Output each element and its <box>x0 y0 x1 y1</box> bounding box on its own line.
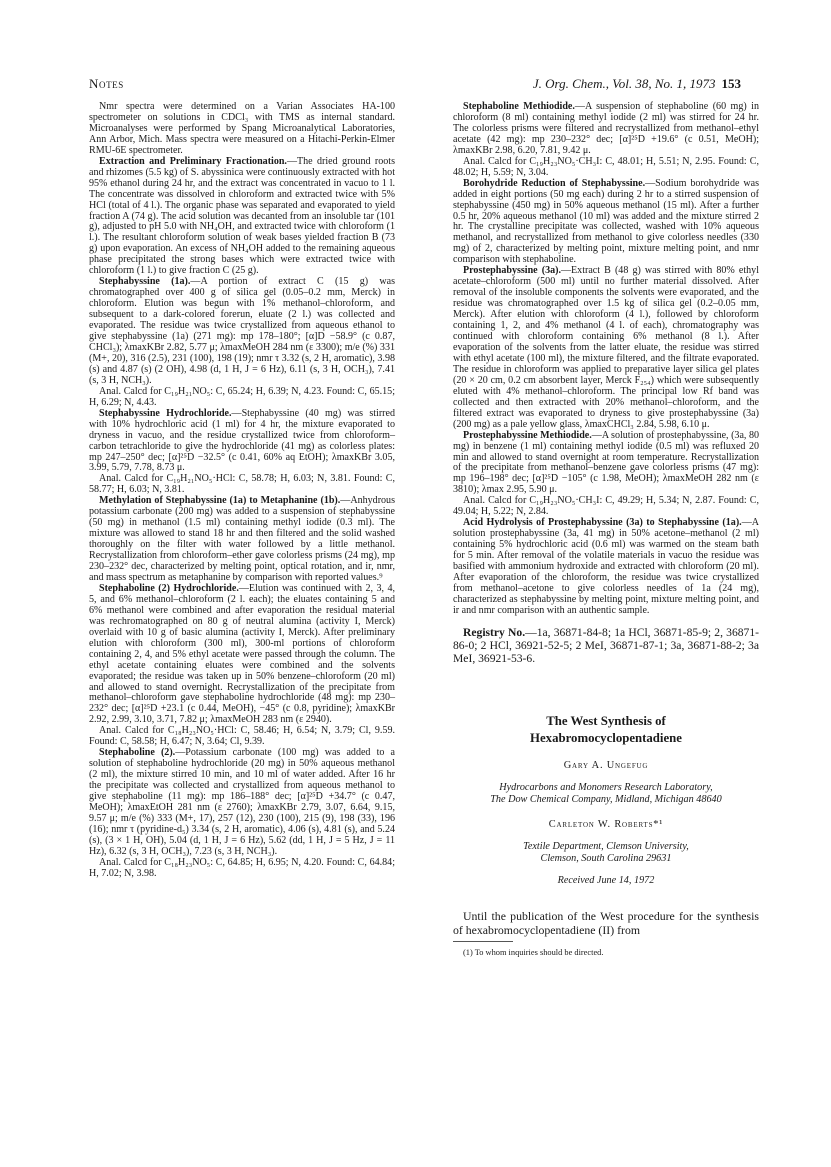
prostephabyssine-text: —Extract B (48 g) was stirred with 80% ethyl acetate–chloroform (500 ml) until no further material dissolved. After removal of the insoluble components the solvents were evaporated, and the residue was chromatographed over 1.5 kg of silica gel (0.2–0.05 mm, Merck). After elution with chloroform (4 l.), followed by chloroform containing 1, 2, and 4% methanol (4 l. of each), chromatography was continued with chloroform containing 6% methanol (8 l.). After evaporation of the solvents from the latter eluate, the residue was stirred with ethyl acetate (100 ml), the mixture filtered, and the filtrate evaporated. The residue in chloroform was applied to preparative layer silica gel plates (20 × 20 cm, 0.2 cm absorbent layer, Merck F₂₅₄) which were subsequently eluted with 4% methanol–chloroform. The principal low Rf band was collected and then extracted with 20% methanol–chloroform, and the filtered extract was evaporated to dryness to give prostephabyssine (3a) (200 mg) as a pale yellow glass, λmaxCHCl₃ 2.84, 5.98, 6.10 μ. <box>453 265 759 430</box>
prostephabyssine-heading: Prostephabyssine (3a). <box>463 265 561 277</box>
prostephabyssine-paragraph <box>453 266 759 430</box>
stephaboline-hcl-analysis: Anal. Calcd for C₁₈H₂₃NO₅·HCl: C, 58.46; H, 6.54; N, 3.79; Cl, 9.59. Found: C, 58.58; H, 6.47; N, 3.64; Cl, 9.39. <box>89 725 395 748</box>
registry-numbers <box>453 626 759 666</box>
stephabyssine-analysis: Anal. Calcd for C₁₉H₂₁NO₅: C, 65.24; H, 6.39; N, 4.23. Found: C, 65.15; H, 6.29; N, 4.43. <box>89 385 395 408</box>
received-date: Received June 14, 1972 <box>557 875 655 887</box>
stephaboline-heading: Stephaboline (2). <box>99 747 176 759</box>
affiliation-dow-line2: The Dow Chemical Company, Midland, Michigan 48640 <box>490 794 722 806</box>
affiliation-clemson-line1: Textile Department, Clemson University, <box>523 841 689 853</box>
article-title-line1: The West Synthesis of <box>546 714 666 729</box>
right-column <box>453 102 759 959</box>
stephabyssine-text: —A portion of extract C (15 g) was chromatographed over 400 g of silica gel (0.05–0.2 mm, Merck) in chloroform. Elution was begun with 1% methanol–chloroform, and subsequent to a dark-colored forerun, eluate (2 l.) was collected and evaporated. The residue was twice crystallized from aqueous ethanol to give stephabyssine (1a) (271 mg): mp 178–180°; [α]D −58.9° (c 0.87, CHCl₃); λmaxKBr 2.82, 5.77 μ; λmaxMeOH 284 nm (ε 3300); m/e (%) 331 (M+, 20), 316 (2.5), 231 (100), 198 (19); nmr τ 3.32 (s, 2 H, aromatic), 3.98 (s) and 4.87 (s) (2 OH), 4.98 (d, 1 H, J = 6 Hz), 6.11 (s, 3 H, OCH₃), 7.41 (s, 3 H, NCH₃). <box>89 276 395 386</box>
stephabyssine-heading: Stephabyssine (1a). <box>99 276 191 288</box>
journal-citation <box>533 76 741 92</box>
registry-text: —1a, 36871-84-8; 1a HCl, 36871-85-9; 2, 36871-86-0; 2 HCl, 36921-52-5; 2 MeI, 36871-87-1; 3a, 36871-88-2; 3a MeI, 36921-53-6. <box>453 625 759 666</box>
affiliation-dow <box>453 782 759 806</box>
methylation-heading: Methylation of Stephabyssine (1a) to Metaphanine (1b). <box>99 495 341 507</box>
methiodide-text: —A suspension of stephaboline (60 mg) in chloroform (8 ml) containing methyl iodide (2 ml) was stirred for 24 hr. The colorless prisms were filtered and recrystallized from methanol–ethyl acetate (42 mg): mp 230–232° dec; [α]²⁵D +19.6° (c 0.51, MeOH); λmaxKBr 2.98, 6.20, 7.81, 9.42 μ. <box>453 101 759 156</box>
prostephabyssine-methiodide-paragraph <box>453 431 759 497</box>
article-title-line2: Hexabromocyclopentadiene <box>530 731 682 746</box>
affiliation-dow-line1: Hydrocarbons and Monomers Research Laboratory, <box>499 782 713 794</box>
methiodide-heading: Stephaboline Methiodide. <box>463 101 575 112</box>
hydrochloride-analysis: Anal. Calcd for C₁₉H₂₁NO₅·HCl: C, 58.78; H, 6.03; N, 3.81. Found: C, 58.77; H, 6.03; N, 3.81. <box>89 473 395 496</box>
borohydride-text: —Sodium borohydride was added in eight portions (50 mg each) during 2 hr to a stirred suspension of stephabyssine (450 mg) in 50% aqueous methanol (15 ml). After a further 0.5 hr, 20% aqueous methanol (10 ml) was added and the mixture stirred 2 hr. The crystalline precipitate was collected, washed with 10% aqueous methanol, and recrystallized from methanol to give colorless needles (330 mg) of 2, characterized by melting point, mixture melting point, and nmr comparison with stephaboline. <box>453 177 759 266</box>
prostephabyssine-methiodide-text: —A solution of prostephabyssine, (3a, 80 mg) in benzene (1 ml) containing methyl iodide (0.5 ml) was refluxed 20 min and allowed to stand overnight at room temperature. Recrystallization of the precipitate from methanol–benzene gave colorless prisms (47 mg): mp 196–198° dec; [α]²⁵D −105° (c 1.98, MeOH); λmaxMeOH 282 nm (ε 3810); λmax 2.95, 5.90 μ. <box>453 429 759 496</box>
affiliation-clemson <box>453 841 759 865</box>
author-ungefug: Gary A. Ungefug <box>563 760 649 772</box>
stephabyssine-paragraph <box>89 277 395 387</box>
prostephabyssine-methiodide-heading: Prostephabyssine Methiodide. <box>463 429 592 441</box>
borohydride-heading: Borohydride Reduction of Stephabyssine. <box>463 177 646 189</box>
footnote-rule <box>453 941 513 942</box>
extraction-paragraph <box>89 157 395 277</box>
stephaboline-paragraph <box>89 748 395 858</box>
hydrolysis-text: —A solution prostephabyssine (3a, 41 mg) in 50% acetone–methanol (2 ml) containing 5% hydrochloric acid (0.6 ml) was warmed on the steam bath for 5 min. After removal of the volatile materials in vacuo the residue was basified with ammonium hydroxide and extracted with chloroform (20 ml). After evaporation of the chloroform, the residue was twice crystallized from methanol–acetone to give colorless needles of 1a (24 mg), characterized as stephabyssine by melting point, mixture melting point, and ir and nmr comparison with an authentic sample. <box>453 517 759 616</box>
hydrochloride-paragraph <box>89 409 395 475</box>
section-label: Notes <box>89 76 124 91</box>
methiodide-analysis: Anal. Calcd for C₁₉H₂₃NO₅·CH₃I: C, 48.01; H, 5.51; N, 2.95. Found: C, 48.02; H, 5.59; N, 3.04. <box>453 155 759 178</box>
methylation-text: —Anhydrous potassium carbonate (200 mg) was added to a suspension of stephabyssine (50 mg) in methanol (1.5 ml) containing methyl iodide (0.3 ml). The mixture was allowed to stand 18 hr and then filtered and the solid washed thoroughly on the filter with water followed by a little methanol. Recrystallization from chloroform–ether gave colorless prisms (24 mg), mp 230–232° dec, characterized by melting point, optical rotation, and ir, nmr, and mass spectrum as metaphanine by comparison with reported values.⁹ <box>89 495 395 583</box>
hydrolysis-heading: Acid Hydrolysis of Prostephabyssine (3a) to Stephabyssine (1a). <box>463 517 742 529</box>
extraction-heading: Extraction and Preliminary Fractionation. <box>99 155 287 167</box>
page-number: 153 <box>721 76 741 91</box>
hydrochloride-text: —Stephabyssine (40 mg) was stirred with 10% hydrochloric acid (1 ml) for 4 hr, the mixture evaporated to dryness in vacuo, and the residue crystallized twice from chloroform–carbon tetrachloride to give the hydrochloride (41 mg) as colorless plates: mp 247–250° dec; [α]²⁵D −32.5° (c 0.41, 60% aq EtOH); λmaxKBr 3.05, 3.99, 5.79, 7.78, 8.73 μ. <box>89 407 395 474</box>
extraction-text: —The dried ground roots and rhizomes (5.5 kg) of S. abyssinica were continuously extracted with hot 95% ethanol during 24 hr, and the extract was concentrated in vacuo to 1 l. The concentrate was dissolved in chloroform and extracted twice with 5% HCl (total of 4 l.). The organic phase was separated and evaporated to yield fraction A (74 g). The acid solution was decanted from an insoluble tar (101 g), adjusted to pH 5.0 with NH₄OH, and extracted twice with chloroform (1 l.). The resultant chloroform solution of weak bases yielded fraction B (73 g) upon evaporation. An excess of NH₄OH added to the remaining aqueous phase precipitated the strong bases which were extracted twice with chloroform (1 l.) to give fraction C (25 g). <box>89 155 395 277</box>
stephaboline-text: —Potassium carbonate (100 mg) was added to a solution of stephaboline hydrochloride (20 mg) in 50% aqueous methanol (2 ml), the mixture stirred 10 min, and 10 ml of water added. After 16 hr the precipitate was collected and crystallized from aqueous methanol to give stephaboline (11 mg): mp 186–188° dec; [α]²⁵D +34.7° (c 0.47, MeOH); λmaxEtOH 281 nm (ε 2760); λmaxKBr 2.79, 3.07, 6.64, 9.15, 9.57 μ; m/e (%) 333 (M+, 17), 257 (12), 230 (100), 215 (9), 198 (33), 196 (16); nmr τ (pyridine-d₅) 3.34 (s, 2 H, aromatic), 4.06 (s), 4.81 (s), and 5.24 (s), (3 × 1 H, OH), 5.04 (d, 1 H, J = 6 Hz), 5.62 (dd, 1 H, J = 5 Hz, J = 11 Hz), 6.32 (s, 3 H, OCH₃), 7.23 (s, 3 H, NCH₃). <box>89 747 395 857</box>
registry-label: Registry No. <box>463 625 526 639</box>
hydrochloride-heading: Stephabyssine Hydrochloride. <box>99 407 232 419</box>
article-intro: Until the publication of the West procedure for the synthesis of hexabromocyclopentadiene (II) from <box>453 909 759 938</box>
methiodide-paragraph <box>453 102 759 157</box>
author-roberts: Carleton W. Roberts*¹ <box>548 819 664 831</box>
prostephabyssine-methiodide-analysis: Anal. Calcd for C₁₉H₂₃NO₅·CH₃I: C, 49.29; H, 5.34; N, 2.87. Found: C, 49.04; H, 5.22; N, 2.84. <box>453 495 759 518</box>
journal-name: J. Org. Chem., Vol. 38, No. 1, 1973 <box>532 76 716 91</box>
left-column <box>89 102 395 880</box>
hydrolysis-paragraph <box>453 518 759 617</box>
stephaboline-hcl-heading: Stephaboline (2) Hydrochloride. <box>99 582 239 594</box>
footnote: (1) To whom inquiries should be directed. <box>463 948 604 958</box>
affiliation-clemson-line2: Clemson, South Carolina 29631 <box>540 853 672 865</box>
methylation-paragraph <box>89 496 395 584</box>
stephaboline-analysis: Anal. Calcd for C₁₈H₂₃NO₅: C, 64.85; H, 6.95; N, 4.20. Found: C, 64.84; H, 7.02; N, 3.98. <box>89 856 395 879</box>
borohydride-paragraph <box>453 179 759 267</box>
article-title <box>453 713 759 747</box>
nmr-paragraph: Nmr spectra were determined on a Varian Associates HA-100 spectrometer on solutions in CDCl₃ with TMS as internal standard. Microanalyses were performed by Spang Microanalytical Laboratories, Ann Arbor, Mich. Mass spectra were measured on a Hitachi-Perkin-Elmer RMU-6E spectrometer. <box>89 101 395 156</box>
page-header <box>89 76 741 92</box>
stephaboline-hcl-text: —Elution was continued with 2, 3, 4, 5, and 6% methanol–chloroform (2 l. each); the eluates containing 5 and 6% methanol were combined and after evaporation the residual material was rechromatographed on 80 g of neutral alumina (activity I, Merck) overlaid with 10 g of basic alumina (activity I, Merck). After preliminary elution with chloroform (300 ml), 300-ml portions of chloroform containing 2, 4, and 5% ethyl acetate were passed through the column. The ethyl acetate containing eluates were combined and the solvents evaporated; the residue was taken up in 50% benzene–chloroform (20 ml) and allowed to stand overnight. Recrystallization of the precipitate from methanol–chloroform gave stephaboline hydrochloride (48 mg): mp 230–232° dec; [α]²⁵D +23.1 (c 0.44, MeOH), −45° (c 0.8, pyridine); λmaxKBr 2.92, 2.99, 3.10, 3.71, 7.82 μ; λmaxMeOH 283 nm (ε 2940). <box>89 582 395 726</box>
stephaboline-hcl-paragraph <box>89 584 395 726</box>
